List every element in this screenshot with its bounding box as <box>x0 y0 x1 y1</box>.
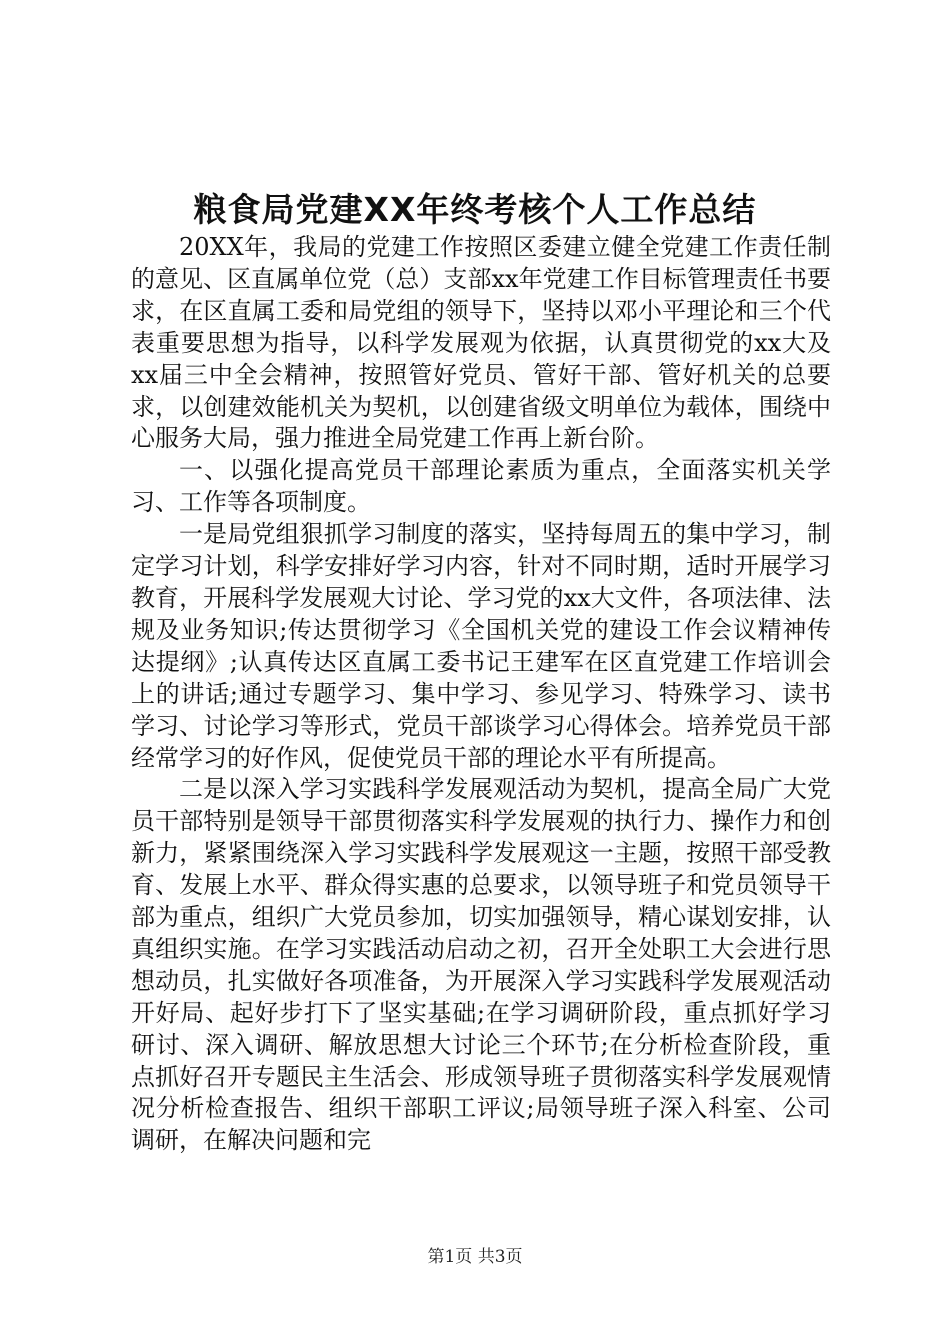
paragraph-section-heading: 一、以强化提高党员干部理论素质为重点，全面落实机关学习、工作等各项制度。 <box>131 456 831 517</box>
document-body <box>131 232 831 1157</box>
paragraph-point-two: 二是以深入学习实践科学发展观活动为契机，提高全局广大党员干部特别是领导干部贯彻落实科学发展观的执行力、操作力和创新力，紧紧围绕深入学习实践科学发展观这一主题，按照干部受教育、发展上水平、群众得实惠的总要求，以领导班子和党员领导干部为重点，组织广大党员参加，切实加强领导，精心谋划安排，认真组织实施。在学习实践活动启动之初，召开全处职工大会进行思想动员，扎实做好各项准备，为开展深入学习实践科学发展观活动开好局、起好步打下了坚实基础;在学习调研阶段，重点抓好学习研讨、深入调研、解放思想大讨论三个环节;在分析检查阶段，重点抓好召开专题民主生活会、形成领导班子贯彻落实科学发展观情况分析检查报告、组织干部职工评议;局领导班子深入科室、公司调研，在解决问题和完 <box>131 775 831 1155</box>
paragraph-point-one: 一是局党组狠抓学习制度的落实，坚持每周五的集中学习，制定学习计划，科学安排好学习内容，针对不同时期，适时开展学习教育，开展科学发展观大讨论、学习党的xx大文件，各项法律、法规及业务知识;传达贯彻学习《全国机关党的建设工作会议精神传达提纲》;认真传达区直属工委书记王建军在区直党建工作培训会上的讲话;通过专题学习、集中学习、参见学习、特殊学习、读书学习、讨论学习等形式，党员干部谈学习心得体会。培养党员干部经常学习的好作风，促使党员干部的理论水平有所提高。 <box>131 520 831 772</box>
document-title: 粮食局党建XX年终考核个人工作总结 <box>193 190 757 229</box>
page-number-footer: 第1页 共3页 <box>427 1247 523 1267</box>
paragraph-intro: 20XX年，我局的党建工作按照区委建立健全党建工作责任制的意见、区直属单位党（总）支部xx年党建工作目标管理责任书要求，在区直属工委和局党组的领导下，坚持以邓小平理论和三个代表重要思想为指导，以科学发展观为依据，认真贯彻党的xx大及xx届三中全会精神，按照管好党员、管好干部、管好机关的总要求，以创建效能机关为契机，以创建省级文明单位为载体，围绕中心服务大局，强力推进全局党建工作再上新台阶。 <box>131 233 831 453</box>
